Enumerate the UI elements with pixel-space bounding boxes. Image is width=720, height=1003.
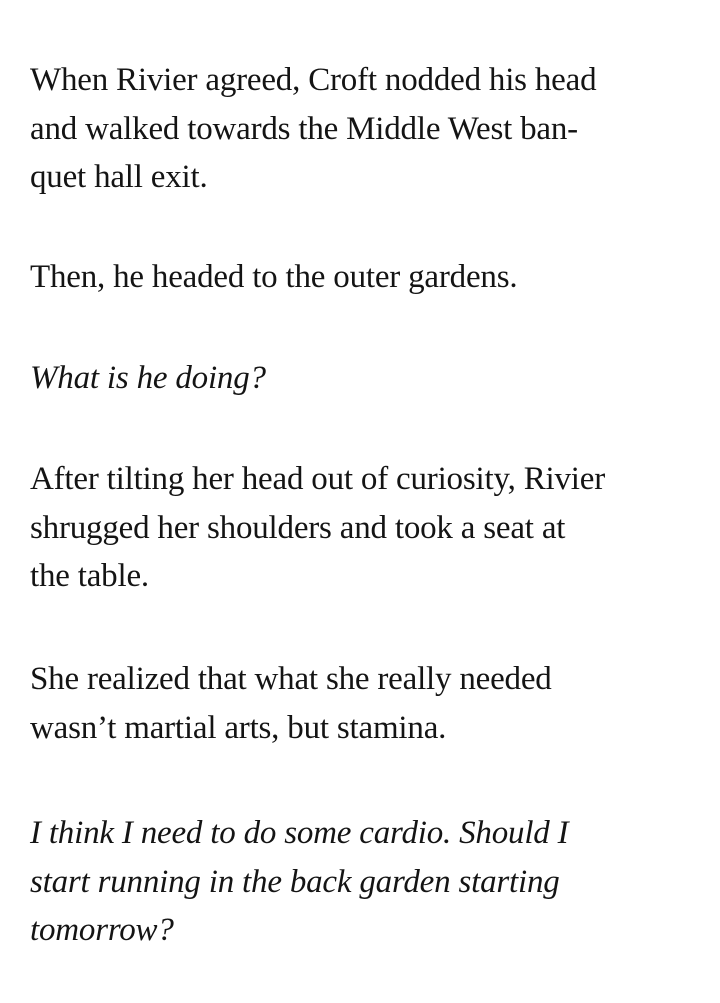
text-line: and walked towards the Middle West ban- [30, 110, 578, 147]
text-line: I think I need to do some cardio. Should I [30, 815, 569, 851]
text-line: She realized that what she really needed [30, 661, 552, 697]
text-line: wasn’t martial arts, but stamina. [30, 709, 447, 746]
text-line: Then, he headed to the outer gardens. [30, 259, 518, 295]
narration-paragraph [30, 253, 517, 302]
text-line: tomorrow? [30, 912, 174, 948]
text-line: shrugged her shoulders and took a seat at [30, 509, 566, 546]
text-line: When Rivier agreed, Croft nodded his head [30, 62, 597, 98]
text-line: What is he doing? [30, 360, 266, 396]
text-line: quet hall exit. [30, 159, 208, 195]
inner-thought-paragraph [30, 354, 266, 403]
text-line: start running in the back garden starting [30, 863, 560, 900]
narration-paragraph [30, 56, 596, 202]
inner-thought-paragraph [30, 809, 568, 955]
text-line: the table. [30, 558, 149, 594]
narration-paragraph [30, 455, 605, 601]
narration-paragraph [30, 655, 552, 752]
text-line: After tilting her head out of curiosity, Rivier [30, 461, 605, 497]
